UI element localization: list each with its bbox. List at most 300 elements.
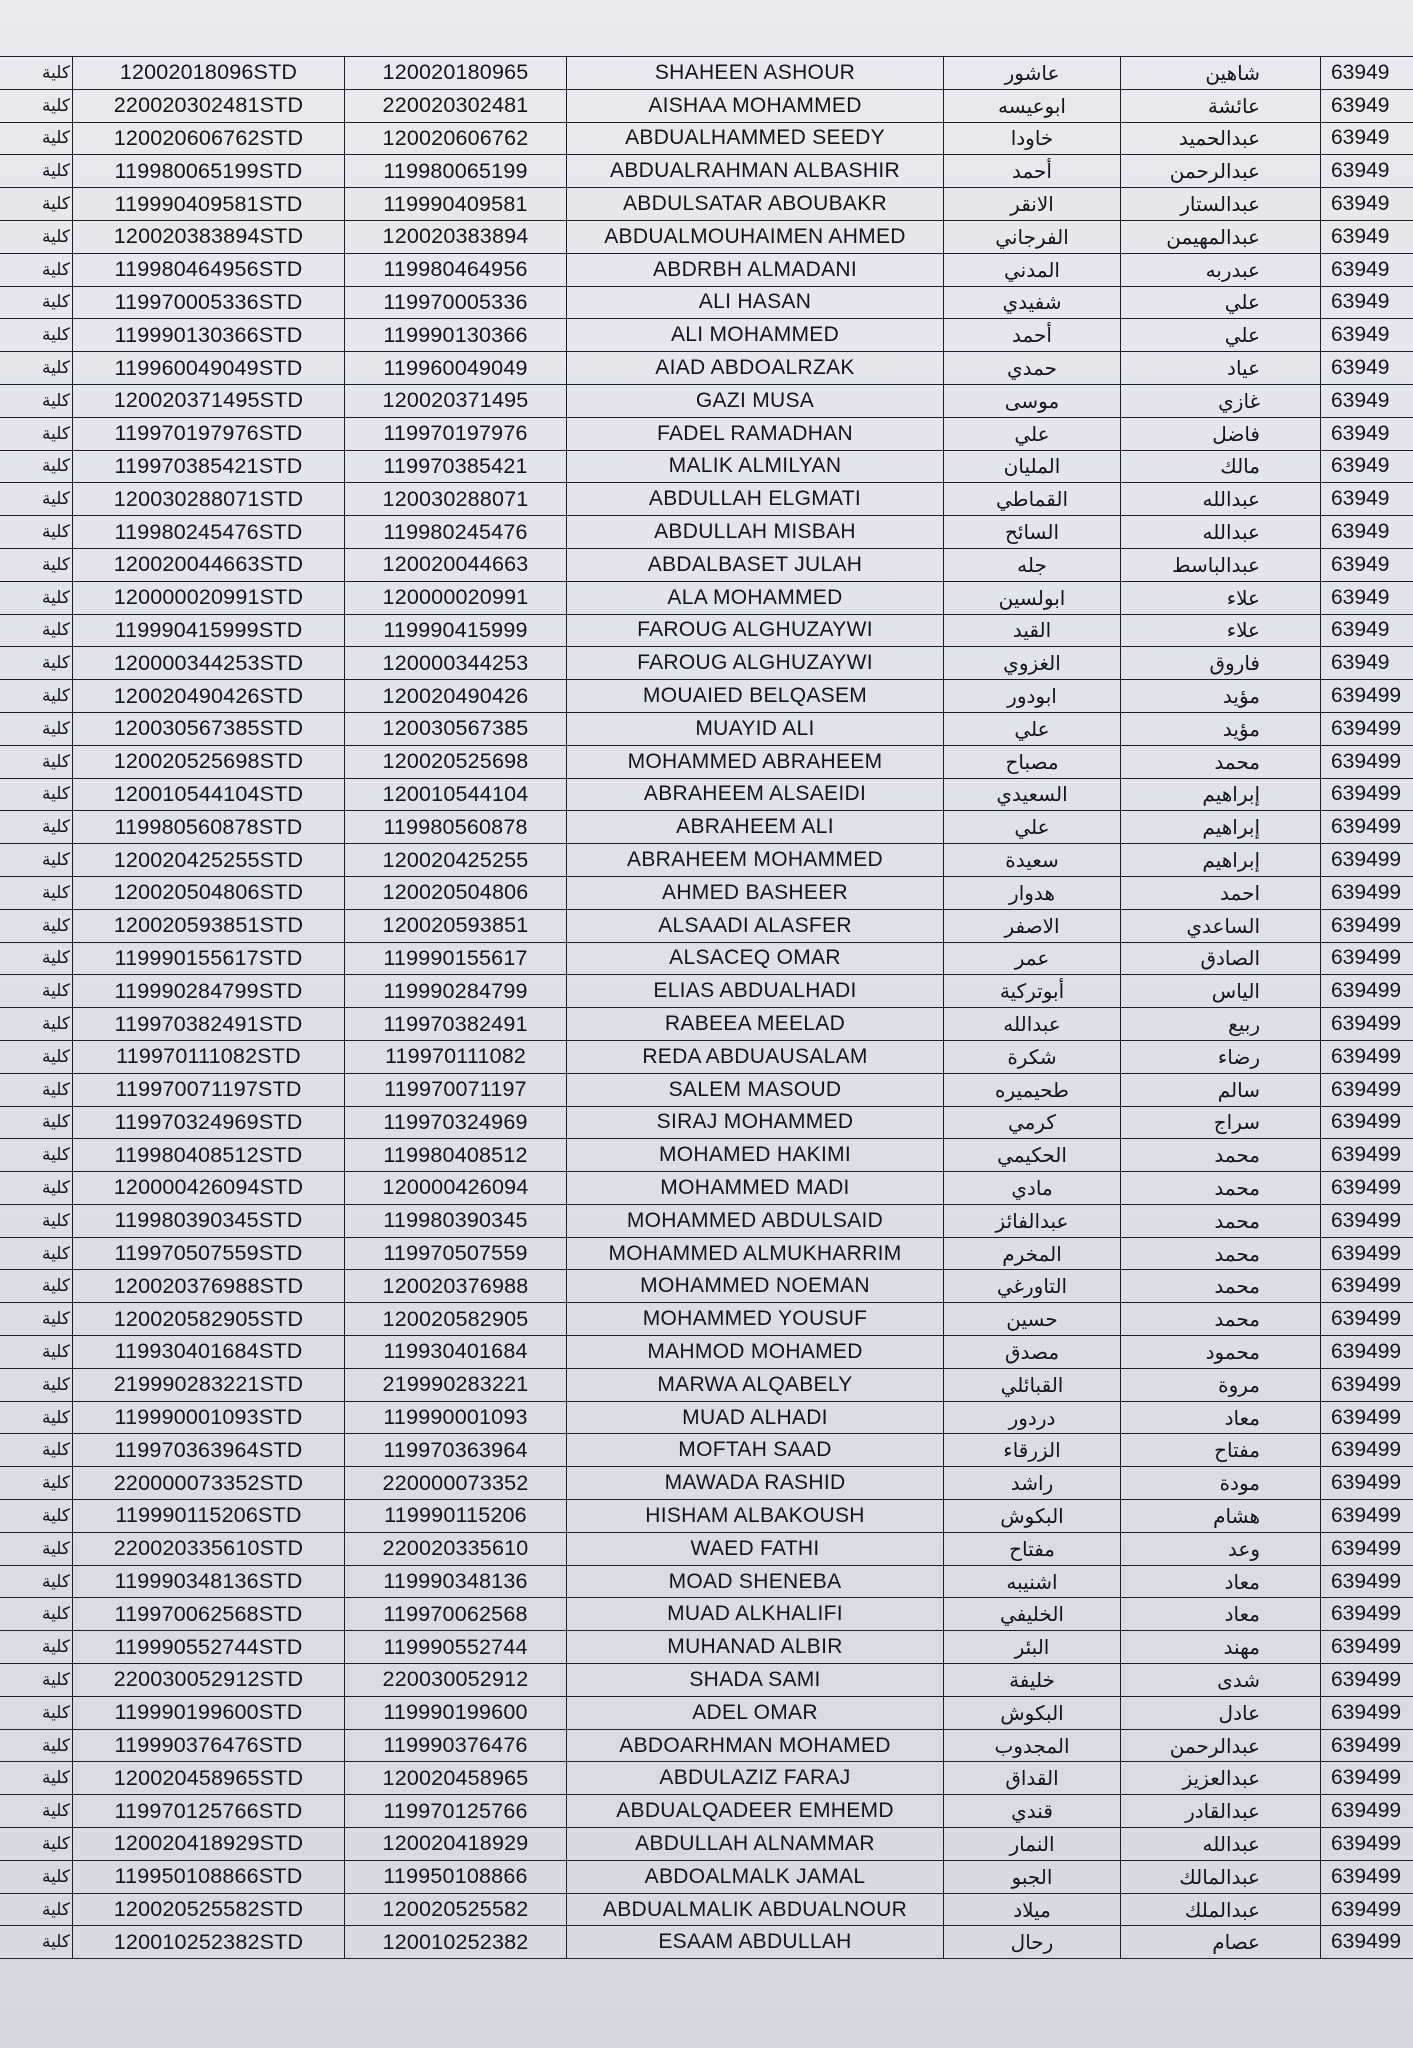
code-cell: 639499 [1321, 1040, 1413, 1073]
faculty-cell: كلية [0, 1631, 73, 1664]
code-cell: 63949 [1321, 57, 1413, 90]
student-id-cell: 220020335610STD [73, 1532, 345, 1565]
table-row [0, 1762, 1413, 1795]
arabic-family-name-cell: التاورغي [944, 1270, 1121, 1303]
arabic-family-name-cell: طحيميره [944, 1073, 1121, 1106]
code-cell: 639499 [1321, 745, 1413, 778]
arabic-family-name-cell: ميلاد [944, 1893, 1121, 1926]
arabic-first-name-cell: محمد [1121, 1139, 1321, 1172]
english-name-cell: MOUAIED BELQASEM [567, 680, 944, 713]
student-id-cell: 119980408512STD [73, 1139, 345, 1172]
faculty-cell: كلية [0, 188, 73, 221]
national-id-cell: 119970005336 [345, 286, 567, 319]
arabic-first-name-cell: إبراهيم [1121, 778, 1321, 811]
arabic-first-name-cell: علي [1121, 319, 1321, 352]
faculty-cell: كلية [0, 614, 73, 647]
national-id-cell: 220020335610 [345, 1532, 567, 1565]
table-row [0, 1336, 1413, 1369]
student-id-cell: 120020383894STD [73, 220, 345, 253]
student-id-cell: 119970071197STD [73, 1073, 345, 1106]
faculty-cell: كلية [0, 1139, 73, 1172]
arabic-first-name-cell: احمد [1121, 876, 1321, 909]
english-name-cell: ADEL OMAR [567, 1696, 944, 1729]
faculty-cell: كلية [0, 286, 73, 319]
table-row [0, 122, 1413, 155]
arabic-first-name-cell: علي [1121, 286, 1321, 319]
english-name-cell: SALEM MASOUD [567, 1073, 944, 1106]
english-name-cell: ABDUALRAHMAN ALBASHIR [567, 155, 944, 188]
english-name-cell: FADEL RAMADHAN [567, 417, 944, 450]
national-id-cell: 119980245476 [345, 516, 567, 549]
faculty-cell: كلية [0, 1303, 73, 1336]
student-id-cell: 120030567385STD [73, 712, 345, 745]
table-row [0, 1008, 1413, 1041]
arabic-first-name-cell: الساعدي [1121, 909, 1321, 942]
arabic-first-name-cell: عائشة [1121, 89, 1321, 122]
code-cell: 63949 [1321, 614, 1413, 647]
national-id-cell: 120020582905 [345, 1303, 567, 1336]
national-id-cell: 120020180965 [345, 57, 567, 90]
national-id-cell: 120020525582 [345, 1893, 567, 1926]
english-name-cell: MARWA ALQABELY [567, 1368, 944, 1401]
code-cell: 63949 [1321, 352, 1413, 385]
arabic-family-name-cell: ابولسين [944, 581, 1121, 614]
table-row [0, 1926, 1413, 1959]
student-id-cell: 119980390345STD [73, 1204, 345, 1237]
student-id-cell: 119970197976STD [73, 417, 345, 450]
code-cell: 639499 [1321, 1795, 1413, 1828]
arabic-family-name-cell: سعيدة [944, 844, 1121, 877]
student-id-cell: 120010544104STD [73, 778, 345, 811]
table-row [0, 57, 1413, 90]
arabic-family-name-cell: الخليفي [944, 1598, 1121, 1631]
national-id-cell: 119970507559 [345, 1237, 567, 1270]
national-id-cell: 120020525698 [345, 745, 567, 778]
faculty-cell: كلية [0, 680, 73, 713]
code-cell: 639499 [1321, 1860, 1413, 1893]
english-name-cell: MOHAMMED ABRAHEEM [567, 745, 944, 778]
arabic-family-name-cell: مفتاح [944, 1532, 1121, 1565]
arabic-first-name-cell: علاء [1121, 614, 1321, 647]
arabic-first-name-cell: رضاء [1121, 1040, 1321, 1073]
code-cell: 639499 [1321, 1696, 1413, 1729]
code-cell: 63949 [1321, 188, 1413, 221]
code-cell: 63949 [1321, 548, 1413, 581]
faculty-cell: كلية [0, 1664, 73, 1697]
arabic-family-name-cell: المجدوب [944, 1729, 1121, 1762]
english-name-cell: WAED FATHI [567, 1532, 944, 1565]
code-cell: 639499 [1321, 1532, 1413, 1565]
national-id-cell: 120010252382 [345, 1926, 567, 1959]
national-id-cell: 119970125766 [345, 1795, 567, 1828]
english-name-cell: GAZI MUSA [567, 384, 944, 417]
student-id-cell: 120000426094STD [73, 1172, 345, 1205]
faculty-cell: كلية [0, 417, 73, 450]
table-row [0, 516, 1413, 549]
arabic-family-name-cell: عمر [944, 942, 1121, 975]
national-id-cell: 120020044663 [345, 548, 567, 581]
faculty-cell: كلية [0, 89, 73, 122]
faculty-cell: كلية [0, 942, 73, 975]
code-cell: 639499 [1321, 1893, 1413, 1926]
national-id-cell: 120020490426 [345, 680, 567, 713]
english-name-cell: AIAD ABDOALRZAK [567, 352, 944, 385]
arabic-family-name-cell: الاصفر [944, 909, 1121, 942]
arabic-first-name-cell: محمود [1121, 1336, 1321, 1369]
arabic-first-name-cell: شاهين [1121, 57, 1321, 90]
faculty-cell: كلية [0, 975, 73, 1008]
arabic-family-name-cell: البكوش [944, 1500, 1121, 1533]
faculty-cell: كلية [0, 1762, 73, 1795]
national-id-cell: 119990376476 [345, 1729, 567, 1762]
english-name-cell: AISHAA MOHAMMED [567, 89, 944, 122]
arabic-family-name-cell: القبائلي [944, 1368, 1121, 1401]
faculty-cell: كلية [0, 1237, 73, 1270]
arabic-first-name-cell: مودة [1121, 1467, 1321, 1500]
arabic-family-name-cell: قندي [944, 1795, 1121, 1828]
arabic-first-name-cell: عادل [1121, 1696, 1321, 1729]
arabic-family-name-cell: أبوتركية [944, 975, 1121, 1008]
student-id-cell: 119990415999STD [73, 614, 345, 647]
code-cell: 639499 [1321, 1434, 1413, 1467]
arabic-family-name-cell: عبدالله [944, 1008, 1121, 1041]
national-id-cell: 119990130366 [345, 319, 567, 352]
faculty-cell: كلية [0, 1204, 73, 1237]
faculty-cell: كلية [0, 155, 73, 188]
national-id-cell: 120000020991 [345, 581, 567, 614]
code-cell: 639499 [1321, 1467, 1413, 1500]
national-id-cell: 119970363964 [345, 1434, 567, 1467]
english-name-cell: SHADA SAMI [567, 1664, 944, 1697]
table-row [0, 1664, 1413, 1697]
code-cell: 639499 [1321, 712, 1413, 745]
faculty-cell: كلية [0, 1106, 73, 1139]
faculty-cell: كلية [0, 844, 73, 877]
english-name-cell: ABDUALMALIK ABDUALNOUR [567, 1893, 944, 1926]
arabic-first-name-cell: معاد [1121, 1565, 1321, 1598]
table-row [0, 1368, 1413, 1401]
arabic-first-name-cell: عبدالعزيز [1121, 1762, 1321, 1795]
table-row [0, 680, 1413, 713]
student-id-cell: 119980245476STD [73, 516, 345, 549]
student-id-cell: 220000073352STD [73, 1467, 345, 1500]
table-row [0, 1729, 1413, 1762]
arabic-family-name-cell: هدوار [944, 876, 1121, 909]
table-row [0, 483, 1413, 516]
table-row [0, 1204, 1413, 1237]
student-id-cell: 120020525582STD [73, 1893, 345, 1926]
student-id-cell: 120000020991STD [73, 581, 345, 614]
national-id-cell: 220020302481 [345, 89, 567, 122]
table-row [0, 1828, 1413, 1861]
arabic-first-name-cell: فاروق [1121, 647, 1321, 680]
student-id-cell: 119980065199STD [73, 155, 345, 188]
student-id-cell: 119990348136STD [73, 1565, 345, 1598]
faculty-cell: كلية [0, 1828, 73, 1861]
table-row [0, 1434, 1413, 1467]
table-row [0, 1139, 1413, 1172]
table-row [0, 1598, 1413, 1631]
arabic-family-name-cell: شكرة [944, 1040, 1121, 1073]
arabic-family-name-cell: مصباح [944, 745, 1121, 778]
table-row [0, 450, 1413, 483]
national-id-cell: 120020606762 [345, 122, 567, 155]
arabic-family-name-cell: الفرجاني [944, 220, 1121, 253]
national-id-cell: 120020418929 [345, 1828, 567, 1861]
student-id-cell: 119990409581STD [73, 188, 345, 221]
table-row [0, 1467, 1413, 1500]
student-id-cell: 120000344253STD [73, 647, 345, 680]
arabic-first-name-cell: علاء [1121, 581, 1321, 614]
faculty-cell: كلية [0, 1696, 73, 1729]
arabic-family-name-cell: حسين [944, 1303, 1121, 1336]
arabic-first-name-cell: عبدالله [1121, 1828, 1321, 1861]
student-id-cell: 119990552744STD [73, 1631, 345, 1664]
national-id-cell: 119980408512 [345, 1139, 567, 1172]
arabic-family-name-cell: اشنيبه [944, 1565, 1121, 1598]
code-cell: 639499 [1321, 680, 1413, 713]
faculty-cell: كلية [0, 811, 73, 844]
english-name-cell: ABRAHEEM ALSAEIDI [567, 778, 944, 811]
code-cell: 63949 [1321, 319, 1413, 352]
faculty-cell: كلية [0, 483, 73, 516]
student-id-cell: 120020582905STD [73, 1303, 345, 1336]
code-cell: 639499 [1321, 1073, 1413, 1106]
code-cell: 639499 [1321, 778, 1413, 811]
national-id-cell: 119970062568 [345, 1598, 567, 1631]
arabic-family-name-cell: راشد [944, 1467, 1121, 1500]
national-id-cell: 119990199600 [345, 1696, 567, 1729]
national-id-cell: 120020383894 [345, 220, 567, 253]
english-name-cell: ABDRBH ALMADANI [567, 253, 944, 286]
arabic-first-name-cell: مروة [1121, 1368, 1321, 1401]
table-row [0, 220, 1413, 253]
student-id-cell: 119930401684STD [73, 1336, 345, 1369]
arabic-first-name-cell: محمد [1121, 1303, 1321, 1336]
arabic-first-name-cell: عياد [1121, 352, 1321, 385]
arabic-family-name-cell: مصدق [944, 1336, 1121, 1369]
code-cell: 639499 [1321, 1926, 1413, 1959]
arabic-first-name-cell: عبدالمالك [1121, 1860, 1321, 1893]
arabic-family-name-cell: جله [944, 548, 1121, 581]
arabic-first-name-cell: عبدالقادر [1121, 1795, 1321, 1828]
faculty-cell: كلية [0, 122, 73, 155]
code-cell: 639499 [1321, 975, 1413, 1008]
english-name-cell: MOHAMED HAKIMI [567, 1139, 944, 1172]
table-row [0, 647, 1413, 680]
student-id-cell: 119970005336STD [73, 286, 345, 319]
arabic-first-name-cell: إبراهيم [1121, 811, 1321, 844]
national-id-cell: 120000344253 [345, 647, 567, 680]
arabic-family-name-cell: خليفة [944, 1664, 1121, 1697]
faculty-cell: كلية [0, 1598, 73, 1631]
english-name-cell: FAROUG ALGHUZAYWI [567, 614, 944, 647]
english-name-cell: SIRAJ MOHAMMED [567, 1106, 944, 1139]
arabic-family-name-cell: المليان [944, 450, 1121, 483]
arabic-family-name-cell: السائح [944, 516, 1121, 549]
arabic-first-name-cell: عبدالله [1121, 516, 1321, 549]
code-cell: 63949 [1321, 417, 1413, 450]
english-name-cell: SHAHEEN ASHOUR [567, 57, 944, 90]
national-id-cell: 120020371495 [345, 384, 567, 417]
faculty-cell: كلية [0, 450, 73, 483]
national-id-cell: 119930401684 [345, 1336, 567, 1369]
code-cell: 63949 [1321, 286, 1413, 319]
faculty-cell: كلية [0, 319, 73, 352]
student-table [0, 56, 1413, 1959]
national-id-cell: 119980065199 [345, 155, 567, 188]
faculty-cell: كلية [0, 1893, 73, 1926]
english-name-cell: ABDULLAH ELGMATI [567, 483, 944, 516]
national-id-cell: 219990283221 [345, 1368, 567, 1401]
faculty-cell: كلية [0, 1008, 73, 1041]
arabic-first-name-cell: فاضل [1121, 417, 1321, 450]
national-id-cell: 120030567385 [345, 712, 567, 745]
arabic-first-name-cell: عبدالحميد [1121, 122, 1321, 155]
table-row [0, 1106, 1413, 1139]
code-cell: 639499 [1321, 1008, 1413, 1041]
table-row [0, 876, 1413, 909]
table-row [0, 1237, 1413, 1270]
arabic-family-name-cell: شفيدي [944, 286, 1121, 319]
english-name-cell: ALSAADI ALASFER [567, 909, 944, 942]
code-cell: 639499 [1321, 1204, 1413, 1237]
arabic-family-name-cell: الزرقاء [944, 1434, 1121, 1467]
national-id-cell: 120020376988 [345, 1270, 567, 1303]
english-name-cell: MOHAMMED NOEMAN [567, 1270, 944, 1303]
student-id-cell: 119990376476STD [73, 1729, 345, 1762]
table-row [0, 1303, 1413, 1336]
code-cell: 63949 [1321, 516, 1413, 549]
national-id-cell: 220000073352 [345, 1467, 567, 1500]
national-id-cell: 119990001093 [345, 1401, 567, 1434]
english-name-cell: MUHANAD ALBIR [567, 1631, 944, 1664]
national-id-cell: 120020504806 [345, 876, 567, 909]
code-cell: 639499 [1321, 1139, 1413, 1172]
arabic-first-name-cell: عبدالملك [1121, 1893, 1321, 1926]
faculty-cell: كلية [0, 778, 73, 811]
table-row [0, 1860, 1413, 1893]
faculty-cell: كلية [0, 1467, 73, 1500]
student-id-cell: 120020044663STD [73, 548, 345, 581]
arabic-family-name-cell: علي [944, 712, 1121, 745]
table-row [0, 352, 1413, 385]
arabic-first-name-cell: مالك [1121, 450, 1321, 483]
student-id-cell: 120010252382STD [73, 1926, 345, 1959]
arabic-family-name-cell: النمار [944, 1828, 1121, 1861]
english-name-cell: ABRAHEEM ALI [567, 811, 944, 844]
code-cell: 639499 [1321, 1598, 1413, 1631]
arabic-family-name-cell: الجبو [944, 1860, 1121, 1893]
table-row [0, 155, 1413, 188]
faculty-cell: كلية [0, 876, 73, 909]
faculty-cell: كلية [0, 1368, 73, 1401]
table-row [0, 548, 1413, 581]
student-id-cell: 120020425255STD [73, 844, 345, 877]
student-id-cell: 119980560878STD [73, 811, 345, 844]
code-cell: 639499 [1321, 844, 1413, 877]
student-id-cell: 119990130366STD [73, 319, 345, 352]
arabic-family-name-cell: مادي [944, 1172, 1121, 1205]
english-name-cell: ELIAS ABDUALHADI [567, 975, 944, 1008]
table-row [0, 1401, 1413, 1434]
code-cell: 639499 [1321, 1368, 1413, 1401]
code-cell: 63949 [1321, 647, 1413, 680]
arabic-first-name-cell: محمد [1121, 1237, 1321, 1270]
faculty-cell: كلية [0, 384, 73, 417]
student-id-cell: 120020418929STD [73, 1828, 345, 1861]
arabic-family-name-cell: رحال [944, 1926, 1121, 1959]
student-id-cell: 119990155617STD [73, 942, 345, 975]
table-row [0, 1631, 1413, 1664]
student-id-cell: 120020606762STD [73, 122, 345, 155]
faculty-cell: كلية [0, 1073, 73, 1106]
national-id-cell: 119990348136 [345, 1565, 567, 1598]
table-row [0, 1073, 1413, 1106]
code-cell: 639499 [1321, 1401, 1413, 1434]
student-id-cell: 119990001093STD [73, 1401, 345, 1434]
code-cell: 639499 [1321, 1500, 1413, 1533]
english-name-cell: ABDUALHAMMED SEEDY [567, 122, 944, 155]
student-id-cell: 120020458965STD [73, 1762, 345, 1795]
english-name-cell: MALIK ALMILYAN [567, 450, 944, 483]
english-name-cell: HISHAM ALBAKOUSH [567, 1500, 944, 1533]
code-cell: 639499 [1321, 876, 1413, 909]
national-id-cell: 119990415999 [345, 614, 567, 647]
table-row [0, 745, 1413, 778]
english-name-cell: ESAAM ABDULLAH [567, 1926, 944, 1959]
code-cell: 63949 [1321, 483, 1413, 516]
arabic-first-name-cell: مؤيد [1121, 680, 1321, 713]
national-id-cell: 119970071197 [345, 1073, 567, 1106]
code-cell: 639499 [1321, 1631, 1413, 1664]
english-name-cell: MOAD SHENEBA [567, 1565, 944, 1598]
national-id-cell: 119990115206 [345, 1500, 567, 1533]
table-row [0, 1696, 1413, 1729]
code-cell: 639499 [1321, 909, 1413, 942]
english-name-cell: ABDUALQADEER EMHEMD [567, 1795, 944, 1828]
faculty-cell: كلية [0, 57, 73, 90]
faculty-cell: كلية [0, 352, 73, 385]
national-id-cell: 119970382491 [345, 1008, 567, 1041]
arabic-family-name-cell: عاشور [944, 57, 1121, 90]
national-id-cell: 120000426094 [345, 1172, 567, 1205]
code-cell: 639499 [1321, 942, 1413, 975]
faculty-cell: كلية [0, 1434, 73, 1467]
student-id-cell: 119950108866STD [73, 1860, 345, 1893]
table-row [0, 89, 1413, 122]
student-id-cell: 119970385421STD [73, 450, 345, 483]
code-cell: 639499 [1321, 1270, 1413, 1303]
student-id-cell: 119970125766STD [73, 1795, 345, 1828]
code-cell: 639499 [1321, 1303, 1413, 1336]
national-id-cell: 119970324969 [345, 1106, 567, 1139]
arabic-family-name-cell: موسى [944, 384, 1121, 417]
national-id-cell: 119990409581 [345, 188, 567, 221]
arabic-family-name-cell: البكوش [944, 1696, 1121, 1729]
national-id-cell: 120030288071 [345, 483, 567, 516]
arabic-family-name-cell: القداق [944, 1762, 1121, 1795]
arabic-first-name-cell: عبدالله [1121, 483, 1321, 516]
faculty-cell: كلية [0, 1040, 73, 1073]
table-row [0, 712, 1413, 745]
table-row [0, 1532, 1413, 1565]
english-name-cell: MOFTAH SAAD [567, 1434, 944, 1467]
arabic-family-name-cell: عبدالفائز [944, 1204, 1121, 1237]
english-name-cell: ABDOALMALK JAMAL [567, 1860, 944, 1893]
student-id-cell: 119970382491STD [73, 1008, 345, 1041]
table-row [0, 1795, 1413, 1828]
